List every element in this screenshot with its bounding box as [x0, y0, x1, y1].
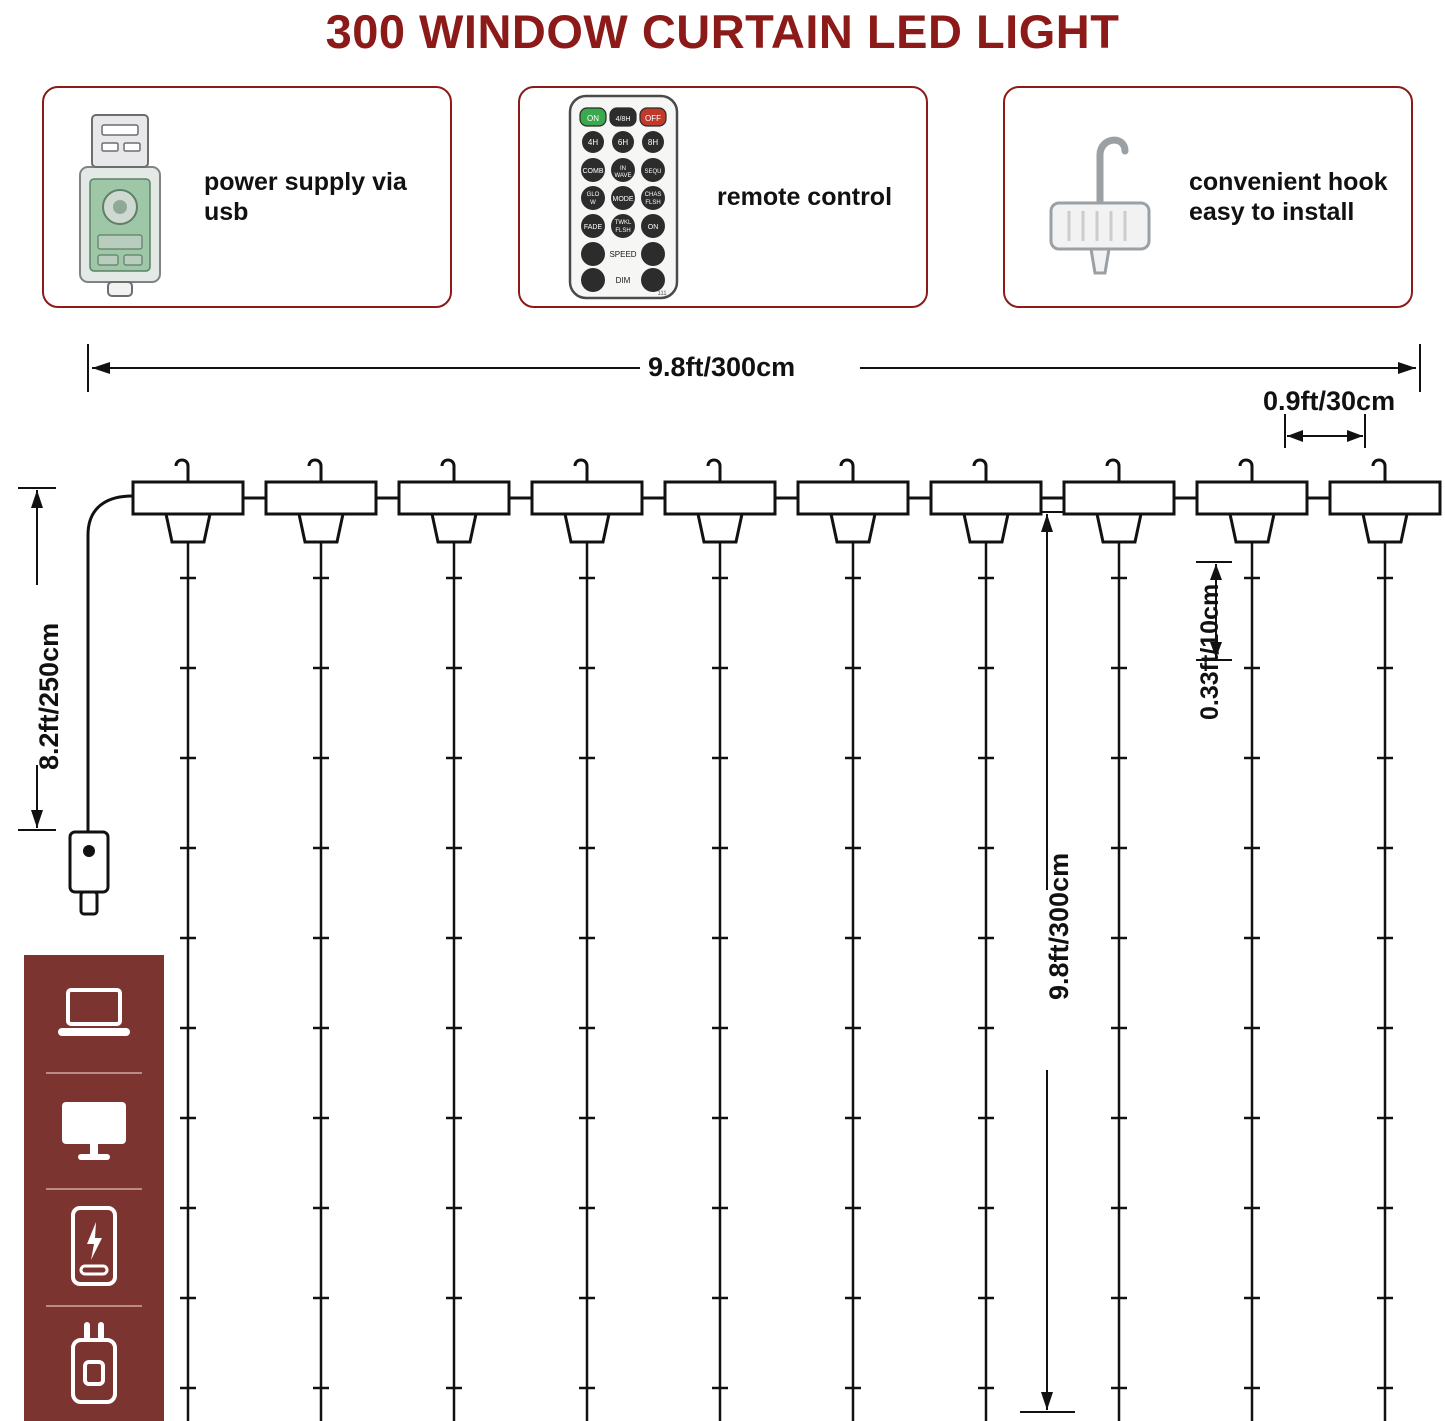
- label-strand-length: 9.8ft/300cm: [1044, 852, 1074, 1000]
- svg-text:IN: IN: [620, 166, 626, 172]
- hanger: [1064, 460, 1174, 1421]
- svg-text:ON: ON: [587, 114, 599, 123]
- monitor-icon: [24, 1072, 164, 1189]
- hanger: [399, 460, 509, 1421]
- svg-text:SEQU: SEQU: [644, 169, 662, 175]
- curtain-light-diagram: [0, 330, 1445, 1421]
- svg-text:6H: 6H: [617, 138, 629, 147]
- svg-text:GLO: GLO: [586, 192, 600, 198]
- usb-connector: [70, 832, 108, 914]
- label-strand-spacing: 0.9ft/30cm: [1263, 386, 1396, 416]
- laptop-icon: [24, 955, 164, 1072]
- feature-card-remote: [518, 86, 928, 308]
- feature-card-usb-label: power supply via usb: [204, 167, 407, 226]
- svg-text:TWKL: TWKL: [614, 220, 632, 226]
- remote-control-icon: [566, 92, 681, 302]
- feature-card-hook: [1003, 86, 1413, 308]
- hanger: [931, 460, 1041, 1421]
- svg-text:WAVE: WAVE: [614, 173, 632, 179]
- svg-text:FLSH: FLSH: [645, 200, 661, 206]
- label-led-spacing: 0.33ft/10cm: [1196, 583, 1224, 720]
- hanger: [798, 460, 908, 1421]
- dimension-strand-spacing: [1285, 414, 1365, 448]
- svg-text:FADE: FADE: [583, 224, 603, 231]
- svg-text:COMB: COMB: [582, 168, 604, 175]
- hanger: [266, 460, 376, 1421]
- page-title: 300 WINDOW CURTAIN LED LIGHT: [325, 5, 1120, 58]
- hook-label-line1: convenient hook: [1189, 167, 1388, 196]
- hook-label-line2: easy to install: [1189, 198, 1355, 226]
- svg-text:4/8H: 4/8H: [615, 116, 631, 123]
- wall-adapter-icon: [24, 1305, 164, 1421]
- svg-text:SPEED: SPEED: [609, 250, 637, 259]
- compatible-power-sources-panel: [24, 955, 164, 1421]
- feature-card-usb: [42, 86, 452, 308]
- svg-text:DIM: DIM: [615, 276, 631, 285]
- label-total-width: 9.8ft/300cm: [648, 352, 796, 382]
- lead-wire: [88, 496, 132, 835]
- feature-card-remote-label: remote control: [717, 182, 893, 211]
- usb-plug-icon: [44, 97, 194, 297]
- svg-text:CHAS: CHAS: [644, 192, 662, 198]
- svg-text:OFF: OFF: [645, 114, 661, 123]
- svg-text:111: 111: [657, 291, 667, 297]
- svg-text:MODE: MODE: [612, 196, 634, 203]
- svg-text:8H: 8H: [647, 138, 659, 147]
- hanger: [1330, 460, 1440, 1421]
- svg-text:4H: 4H: [587, 138, 599, 147]
- label-lead-length: 8.2ft/250cm: [34, 622, 64, 770]
- hanger-strand-group: [133, 460, 1440, 1421]
- power-bank-icon: [24, 1188, 164, 1305]
- hook-icon: [1025, 107, 1175, 287]
- feature-card-hook-label: [1189, 167, 1388, 228]
- svg-text:ON: ON: [647, 224, 659, 231]
- svg-text:FLSH: FLSH: [615, 228, 631, 234]
- svg-text:W: W: [590, 200, 596, 206]
- hanger: [532, 460, 642, 1421]
- hanger: [665, 460, 775, 1421]
